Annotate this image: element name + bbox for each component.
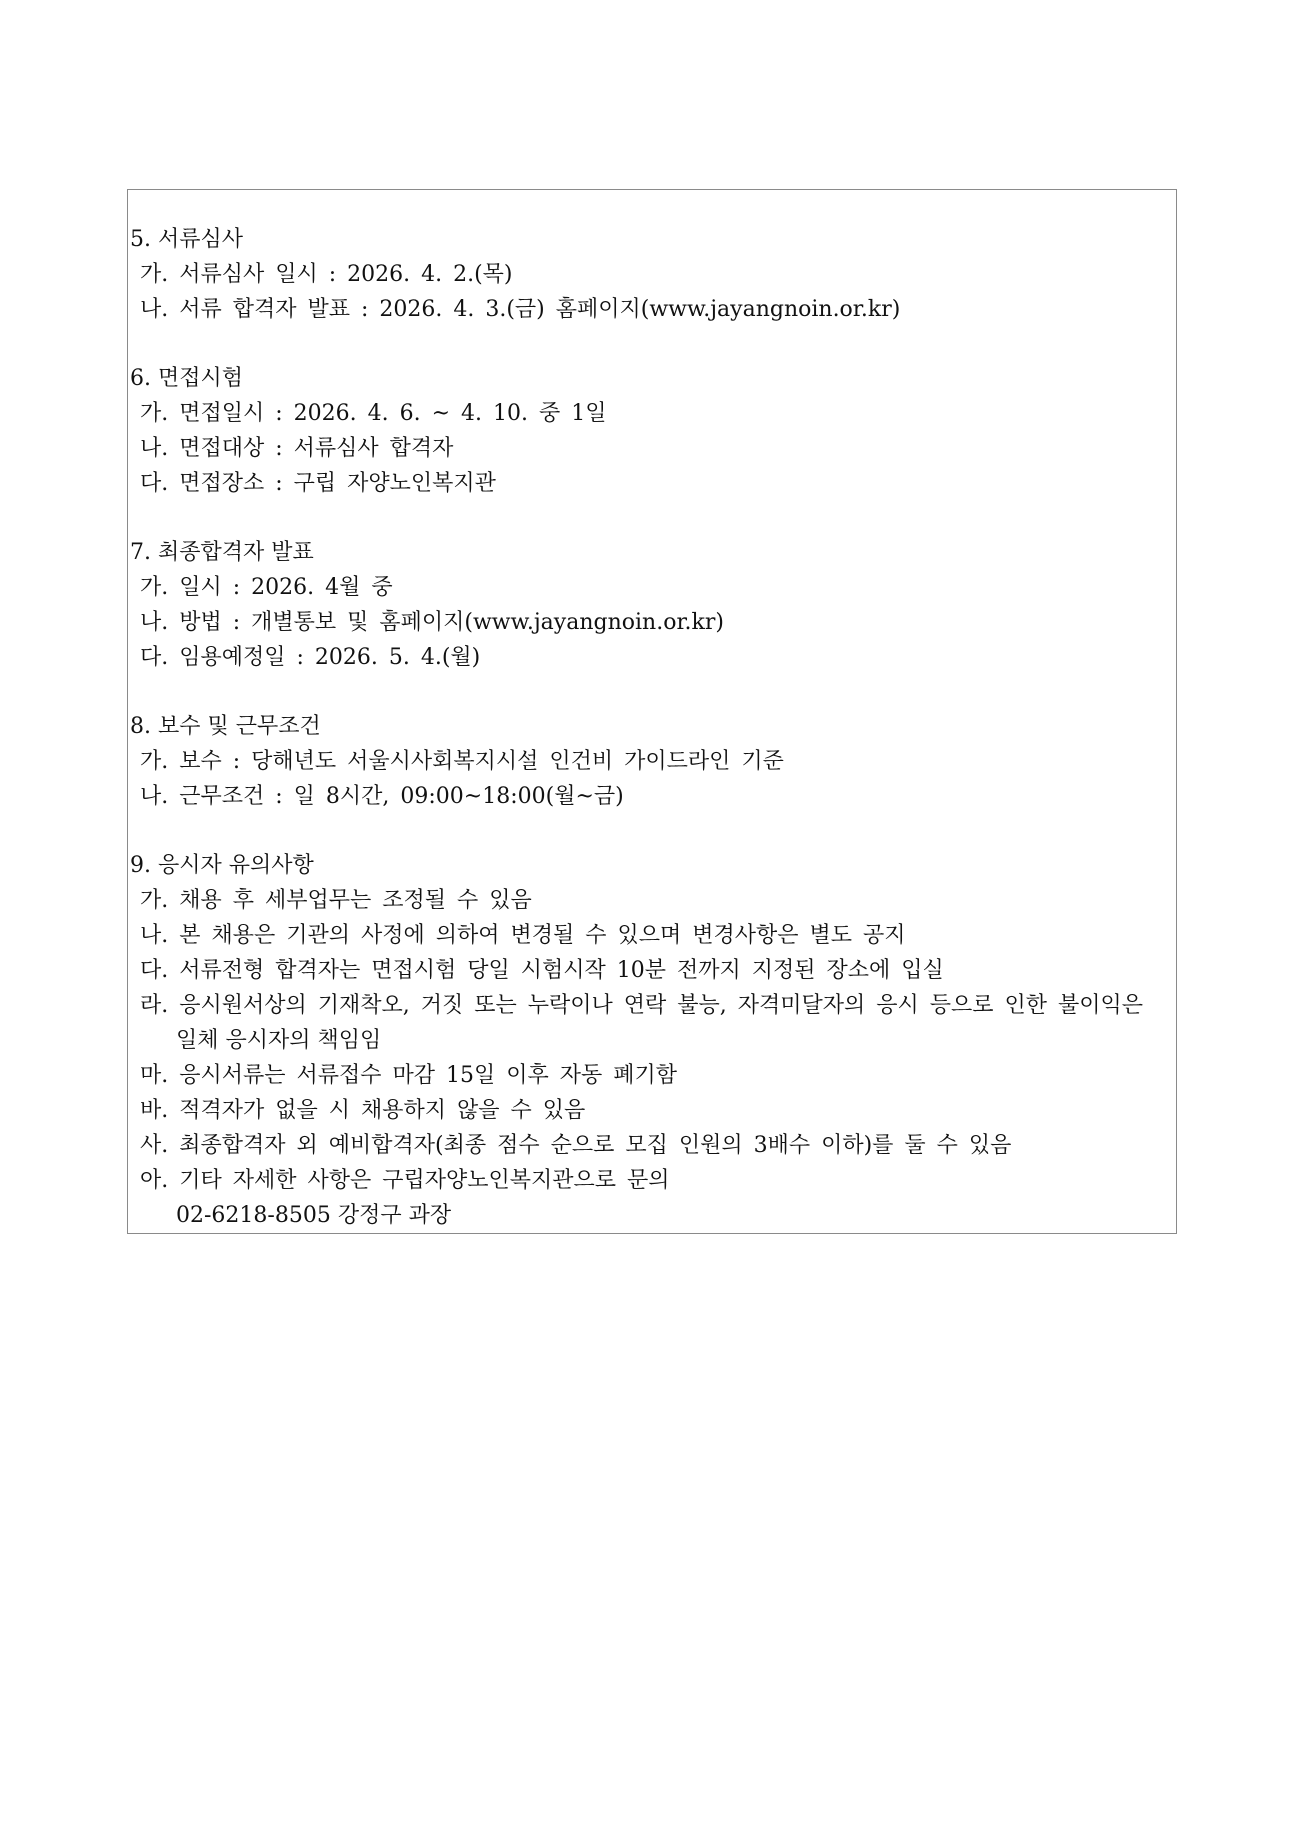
list-item: 다. 임용예정일 : 2026. 5. 4.(월) — [140, 645, 481, 670]
section-heading: 9. 응시자 유의사항 — [130, 853, 314, 878]
list-item: 라. 응시원서상의 기재착오, 거짓 또는 누락이나 연락 불능, 자격미달자의 응시 등으로 인한 불이익은 — [140, 993, 1143, 1018]
contact-line: 02-6218-8505 강정구 과장 — [176, 1203, 452, 1228]
section-final-announcement — [128, 535, 1173, 675]
list-item: 사. 최종합격자 외 예비합격자(최종 점수 순으로 모집 인원의 3배수 이하)를 둘 수 있음 — [140, 1133, 1012, 1158]
section-applicant-notes — [128, 848, 1173, 1233]
list-item: 가. 면접일시 : 2026. 4. 6. ~ 4. 10. 중 1일 — [140, 401, 607, 426]
list-item: 아. 기타 자세한 사항은 구립자양노인복지관으로 문의 — [140, 1168, 670, 1193]
section-heading: 7. 최종합격자 발표 — [130, 540, 314, 565]
section-heading: 8. 보수 및 근무조건 — [130, 714, 321, 739]
section-salary-conditions — [128, 709, 1173, 814]
list-item: 나. 본 채용은 기관의 사정에 의하여 변경될 수 있으며 변경사항은 별도 공지 — [140, 923, 906, 948]
section-heading: 6. 면접시험 — [130, 366, 243, 391]
list-item: 가. 서류심사 일시 : 2026. 4. 2.(목) — [140, 262, 513, 287]
document-content — [128, 222, 1173, 1267]
list-item: 가. 보수 : 당해년도 서울시사회복지시설 인건비 가이드라인 기준 — [140, 749, 784, 774]
list-item: 다. 면접장소 : 구립 자양노인복지관 — [140, 471, 496, 496]
list-item: 나. 근무조건 : 일 8시간, 09:00~18:00(월~금) — [140, 784, 624, 809]
list-item: 마. 응시서류는 서류접수 마감 15일 이후 자동 폐기함 — [140, 1063, 677, 1088]
list-item: 나. 서류 합격자 발표 : 2026. 4. 3.(금) 홈페이지(www.jayangnoin.or.kr) — [140, 297, 901, 322]
list-item: 나. 면접대상 : 서류심사 합격자 — [140, 436, 454, 461]
list-item: 가. 채용 후 세부업무는 조정될 수 있음 — [140, 888, 532, 913]
list-item: 가. 일시 : 2026. 4월 중 — [140, 575, 393, 600]
list-item: 다. 서류전형 합격자는 면접시험 당일 시험시작 10분 전까지 지정된 장소에 입실 — [140, 958, 944, 983]
section-heading: 5. 서류심사 — [130, 227, 243, 252]
list-item: 나. 방법 : 개별통보 및 홈페이지(www.jayangnoin.or.kr) — [140, 610, 724, 635]
section-document-screening — [128, 222, 1173, 327]
list-item: 바. 적격자가 없을 시 채용하지 않을 수 있음 — [140, 1098, 586, 1123]
list-item-continuation: 일체 응시자의 책임임 — [176, 1028, 382, 1053]
section-interview — [128, 361, 1173, 501]
